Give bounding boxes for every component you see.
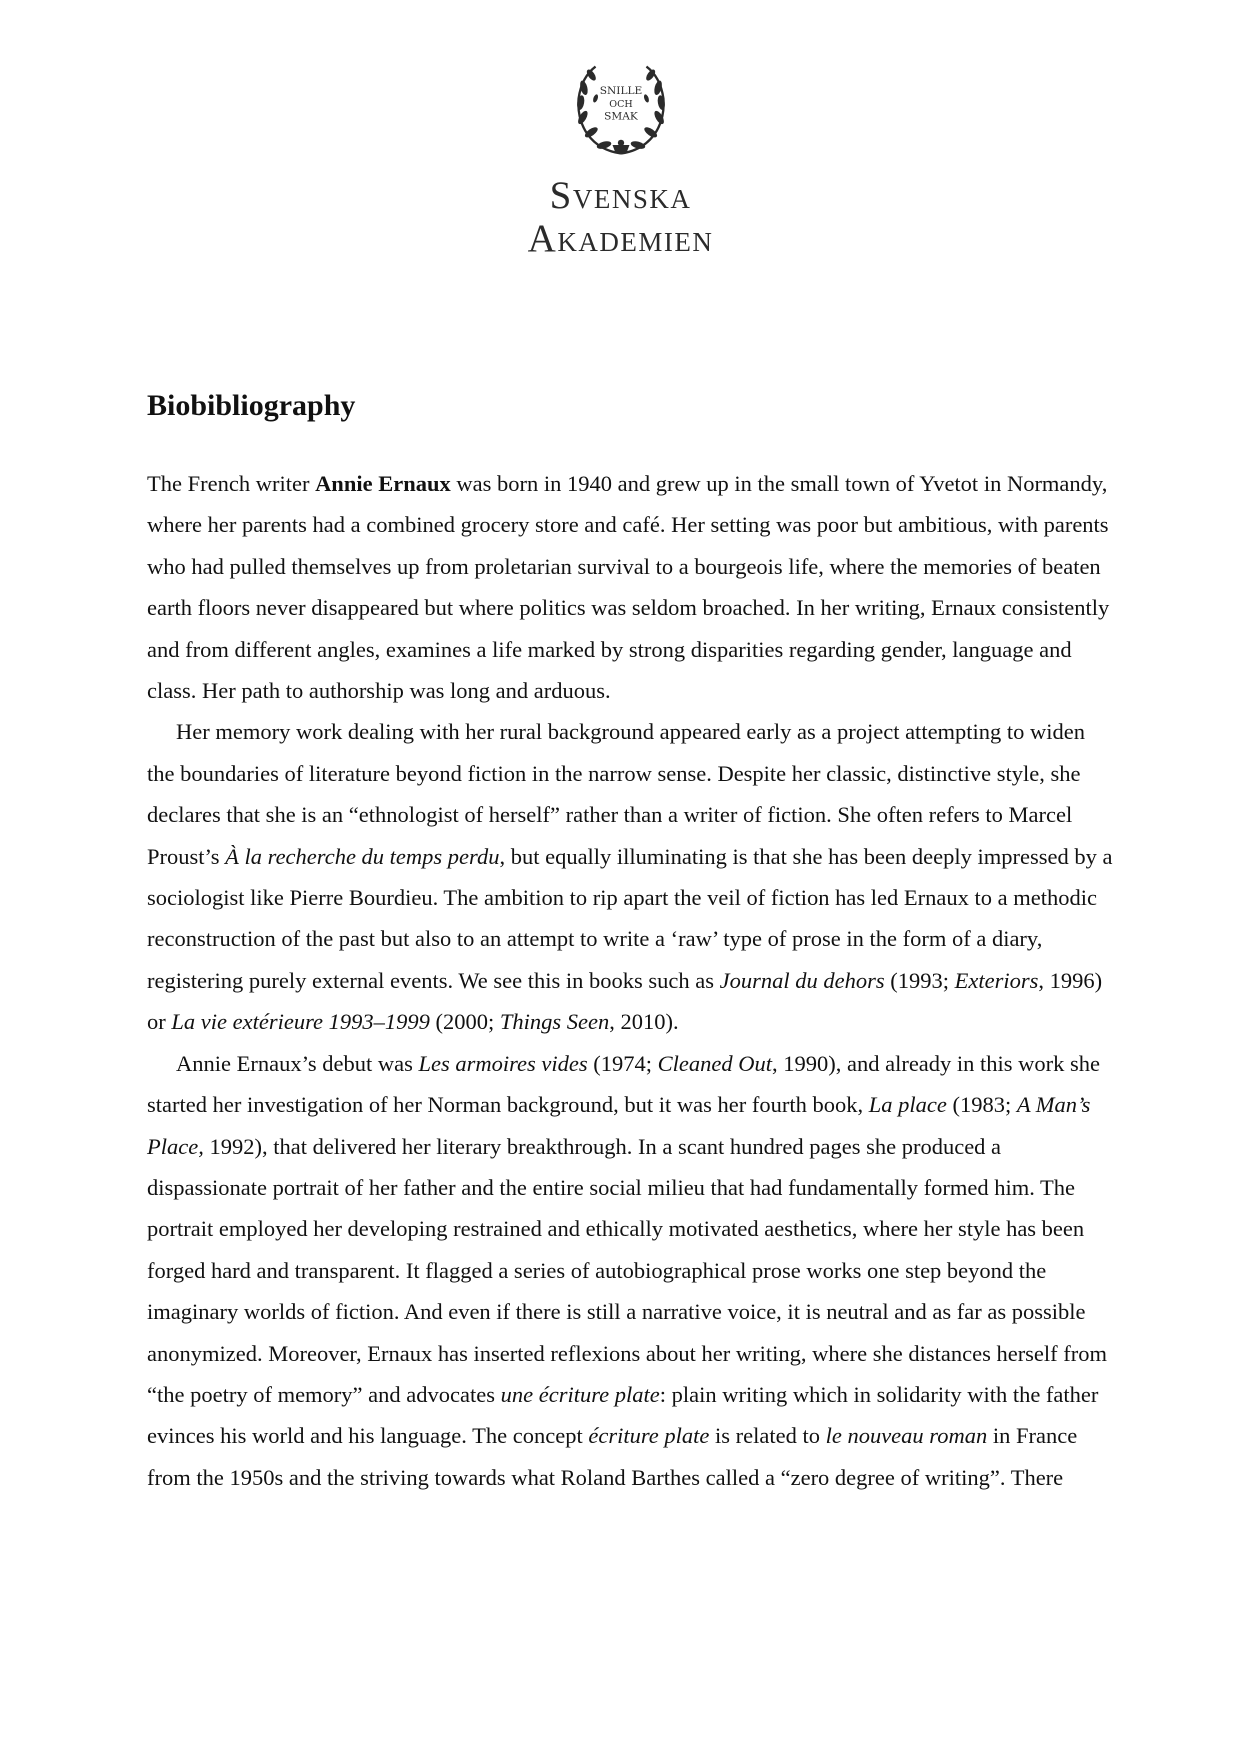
text-run: , 1990), and already in this work she started her investigation of her Norman background, but it was her fourth book, xyxy=(147,1050,1101,1118)
academy-logo xyxy=(0,56,1241,260)
text-run: (1983; xyxy=(946,1092,1017,1118)
text-run: , 1996) or xyxy=(147,967,1103,1035)
wordmark-line-1: Svenska xyxy=(549,174,692,217)
italic-title: écriture plate xyxy=(588,1423,710,1449)
seal-text-smak: SMAK xyxy=(603,110,638,123)
text-run: 1992), that delivered her literary breakthrough. In a scant hundred pages she produced a dispassionate portrait of her father and the entire social milieu that had fundamentally formed him. The portrait employed her developing restrained and ethically motivated aesthetics, where her style has been forged hard and transparent. It flagged a series of autobiographical prose works one step beyond the imaginary worlds of fiction. And even if there is still a narrative voice, it is neutral and as far as possible anonymized. Moreover, Ernaux has inserted reflexions about her writing, where she distances herself from “the poetry of memory” and advocates xyxy=(147,1133,1108,1407)
laurel-seal-icon xyxy=(568,56,674,162)
text-run: Her memory work dealing with her rural background appeared early as a project attempting to widen the boundaries of literature beyond fiction in the narrow sense. Despite her classic, distinctive style, she declares that she is an “ethnologist of herself” rather than a writer of fiction. She often refers to Marcel Proust’s xyxy=(147,719,1086,869)
italic-title: Cleaned Out xyxy=(657,1050,772,1076)
document-body xyxy=(147,463,1117,1498)
text-run: : plain writing which in solidarity with the father evinces his world and his language. The concept xyxy=(147,1381,1099,1449)
italic-title: La place xyxy=(868,1092,947,1118)
italic-title: À la recherche du temps perdu xyxy=(225,843,500,869)
text-run: Annie Ernaux’s debut was xyxy=(176,1050,419,1076)
italic-title: une écriture plate xyxy=(500,1381,660,1407)
text-run: The French writer xyxy=(147,471,316,496)
paragraph xyxy=(147,711,1117,1042)
text-run: , 2010). xyxy=(609,1009,679,1035)
text-run: , but equally illuminating is that she has been deeply impressed by a sociologist like Pierre Bourdieu. The ambition to rip apart the veil of fiction has led Ernaux to a methodic reconstruction of the past but also to an attempt to write a ‘raw’ type of prose in the form of a diary, registering purely external events. We see this in books such as xyxy=(147,843,1113,993)
paragraph xyxy=(147,463,1117,711)
page-title: Biobibliography xyxy=(147,389,356,422)
text-run: (1974; xyxy=(587,1050,658,1076)
text-run: (2000; xyxy=(429,1009,500,1035)
bold-text: Annie Ernaux xyxy=(315,471,451,496)
text-run: is related to xyxy=(709,1423,826,1449)
italic-title: Journal du dehors xyxy=(719,967,885,993)
italic-title: Les armoires vides xyxy=(418,1050,588,1076)
italic-title: Exteriors xyxy=(954,967,1039,993)
paragraph xyxy=(147,1043,1117,1498)
text-run: was born in 1940 and grew up in the small town of Yvetot in Normandy, where her parents had a combined grocery store and café. Her setting was poor but ambitious, with parents who had pulled themselves up from proletarian survival to a bourgeois life, where the memories of beaten earth floors never disappeared but where politics was seldom broached. In her writing, Ernaux consistently and from different angles, examines a life marked by strong disparities regarding gender, language and class. Her path to authorship was long and arduous. xyxy=(147,471,1110,704)
seal-text-och: OCH xyxy=(608,98,633,110)
text-run: (1993; xyxy=(884,967,955,993)
italic-title: Things Seen xyxy=(499,1009,610,1035)
text-run: in France from the 1950s and the striving towards what Roland Barthes called a “zero degree of writing”. There xyxy=(147,1423,1078,1490)
italic-title: le nouveau roman xyxy=(825,1423,988,1449)
italic-title: La vie extérieure 1993‒1999 xyxy=(171,1009,430,1035)
academy-wordmark xyxy=(0,174,1241,260)
seal-text-snille: SNILLE xyxy=(599,85,642,98)
italic-title: A Man’s Place, xyxy=(147,1092,1091,1159)
wordmark-line-2: Akademien xyxy=(527,217,714,260)
